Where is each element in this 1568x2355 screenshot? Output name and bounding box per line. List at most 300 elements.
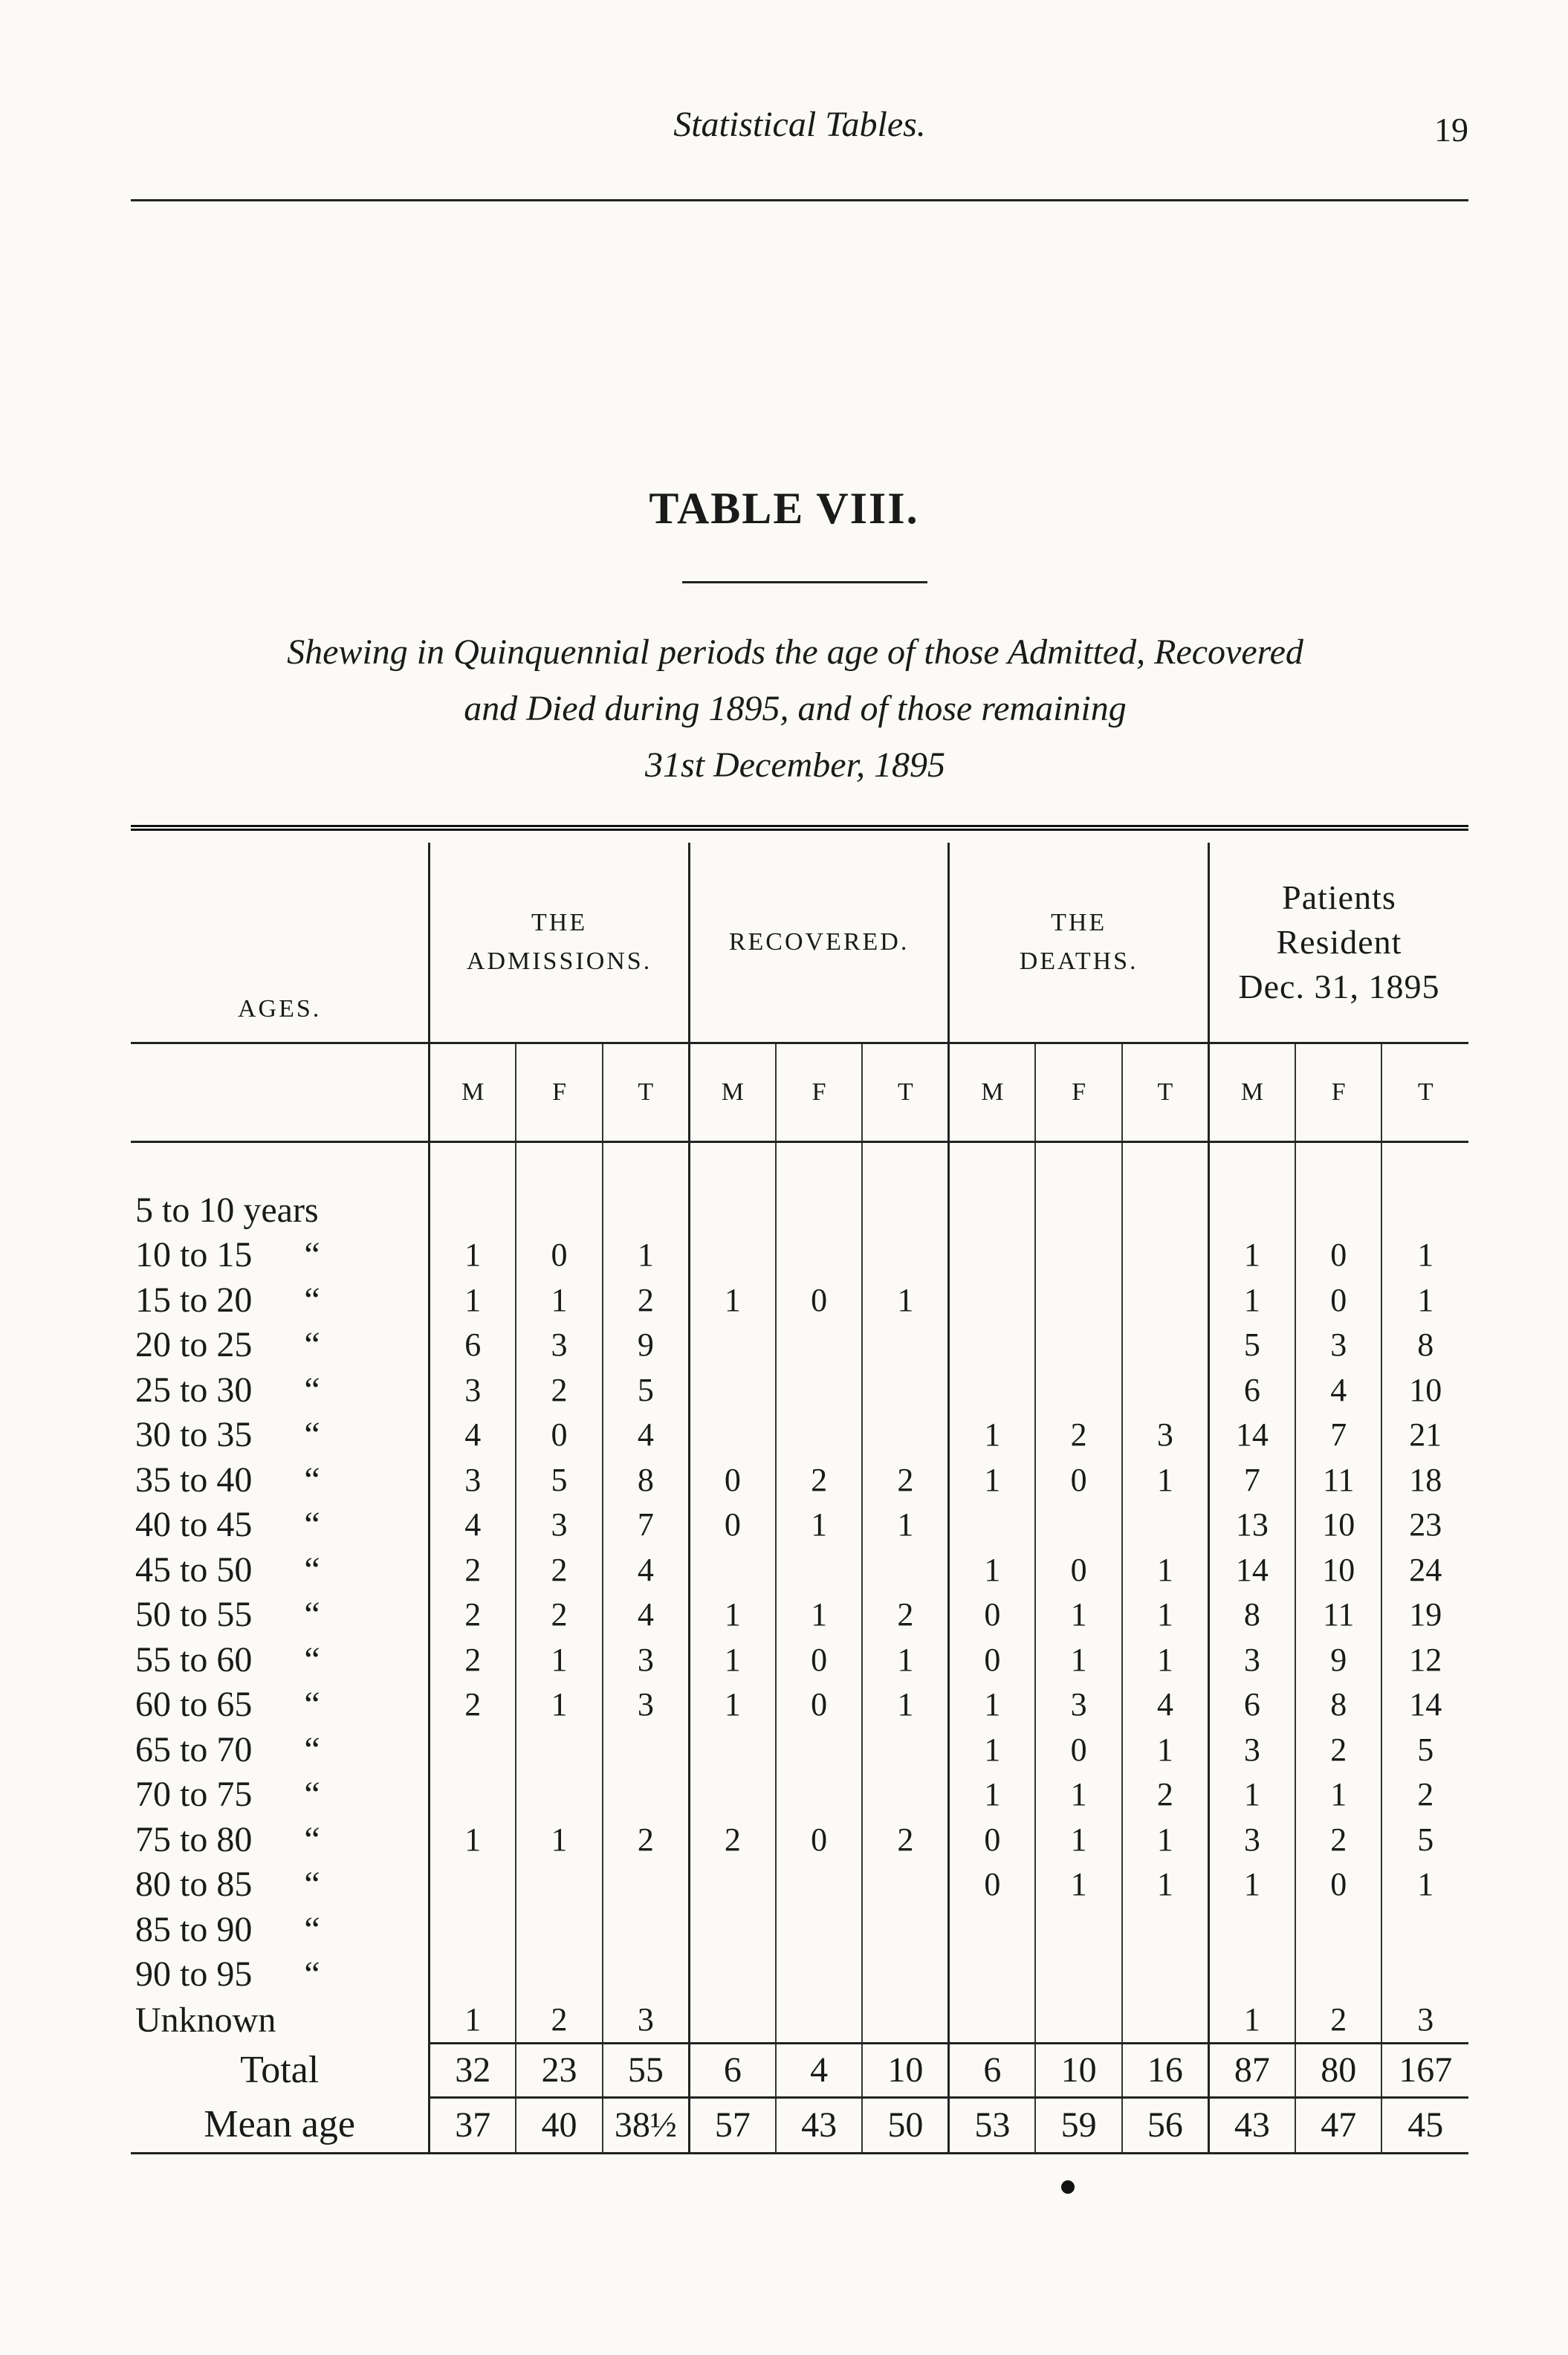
table-cell	[1035, 1188, 1122, 1233]
table-cell: 1	[776, 1503, 863, 1548]
table-cell	[949, 1323, 1036, 1368]
table-cell: 2	[516, 1547, 603, 1593]
page-number: 19	[1434, 111, 1468, 149]
table-cell: 1	[1381, 1233, 1468, 1278]
table-cell	[776, 1413, 863, 1458]
table-cell: 1	[1122, 1862, 1209, 1908]
age-range-cell: 75 to 80 “	[135, 1819, 320, 1859]
table-row	[131, 1547, 1468, 1593]
table-cell: 2	[516, 1593, 603, 1638]
table-row	[131, 1457, 1468, 1503]
table-cell	[430, 1862, 516, 1908]
age-range-cell: 25 to 30 “	[135, 1370, 320, 1410]
resident-f-header: F	[1295, 1043, 1382, 1142]
table-cell: 2	[516, 1997, 603, 2043]
table-cell	[603, 1188, 690, 1233]
age-range-cell: 10 to 15 “	[135, 1235, 320, 1275]
table-cell: 1	[1122, 1457, 1209, 1503]
table-cell: 1	[516, 1277, 603, 1323]
table-cell	[949, 1503, 1036, 1548]
table-cell	[776, 1233, 863, 1278]
admissions-header-line-1: THE	[531, 909, 588, 936]
resident-t-header: T	[1381, 1043, 1468, 1142]
running-title: Statistical Tables.	[673, 105, 926, 144]
total-cell: 4	[776, 2043, 863, 2097]
table-cell: 23	[1381, 1503, 1468, 1548]
table-cell	[1035, 1277, 1122, 1323]
table-cell: 3	[603, 1682, 690, 1728]
table-cell: 0	[776, 1277, 863, 1323]
resident-header	[1208, 843, 1468, 1043]
table-cell: 0	[689, 1503, 776, 1548]
table-cell	[1122, 1367, 1209, 1413]
table-cell	[1122, 1277, 1209, 1323]
admissions-t-header: T	[603, 1043, 690, 1142]
table-cell: 1	[430, 1277, 516, 1323]
table-cell: 3	[1208, 1817, 1295, 1862]
age-range-cell: 40 to 45 “	[135, 1505, 320, 1545]
total-cell: 167	[1381, 2043, 1468, 2097]
table-cell: 1	[603, 1233, 690, 1278]
table-row	[131, 1907, 1468, 1952]
deaths-header-line-2: DEATHS.	[1019, 947, 1138, 975]
table-cell: 1	[1035, 1593, 1122, 1638]
total-cell: 6	[689, 2043, 776, 2097]
subtitle-line-3: 31st December, 1895	[645, 745, 945, 785]
table-cell: 3	[603, 1997, 690, 2043]
age-range-label: 60 to 65	[135, 1685, 253, 1725]
table-cell: 1	[689, 1637, 776, 1682]
table-row	[131, 1503, 1468, 1548]
table-cell: 2	[1381, 1772, 1468, 1818]
table-cell: 5	[603, 1367, 690, 1413]
table-cell: 11	[1295, 1593, 1382, 1638]
table-cell: 10	[1381, 1367, 1468, 1413]
table-cell	[603, 1727, 690, 1772]
table-cell: 1	[949, 1727, 1036, 1772]
table-cell: 0	[949, 1817, 1036, 1862]
table-cell: 1	[1122, 1637, 1209, 1682]
table-cell: 6	[1208, 1367, 1295, 1413]
table-cell	[862, 1907, 949, 1952]
total-cell: 10	[862, 2043, 949, 2097]
table-cell: 0	[689, 1457, 776, 1503]
mean-age-cell: 53	[949, 2097, 1036, 2153]
table-cell: 5	[516, 1457, 603, 1503]
table-cell: 8	[1208, 1593, 1295, 1638]
age-range-cell: 70 to 75 “	[135, 1775, 320, 1815]
age-range-label: 15 to 20	[135, 1280, 253, 1320]
table-cell: 4	[603, 1593, 690, 1638]
table-cell	[516, 1862, 603, 1908]
table-cell	[1035, 1323, 1122, 1368]
header-rule	[131, 199, 1468, 201]
table-cell	[1208, 1907, 1295, 1952]
table-cell: 2	[603, 1277, 690, 1323]
age-range-label: 10 to 15	[135, 1235, 253, 1275]
table-cell	[949, 1188, 1036, 1233]
table-cell: 4	[430, 1413, 516, 1458]
mean-age-cell: 43	[1208, 2097, 1295, 2153]
table-cell: 0	[1295, 1277, 1382, 1323]
table-cell	[862, 1772, 949, 1818]
table-cell: 1	[862, 1682, 949, 1728]
age-range-label: 35 to 40	[135, 1460, 253, 1500]
table-cell	[516, 1188, 603, 1233]
age-range-cell: 50 to 55 “	[135, 1595, 320, 1635]
table-cell: 3	[430, 1367, 516, 1413]
age-range-label: 75 to 80	[135, 1819, 253, 1859]
table-cell	[689, 1188, 776, 1233]
resident-header-line-2: Resident	[1276, 923, 1402, 961]
age-range-label: 20 to 25	[135, 1325, 253, 1365]
table-cell: 14	[1208, 1413, 1295, 1458]
table-cell: 21	[1381, 1413, 1468, 1458]
table-cell	[949, 1907, 1036, 1952]
table-cell: 1	[1381, 1277, 1468, 1323]
table-cell: 1	[1122, 1593, 1209, 1638]
table-cell: 5	[1208, 1323, 1295, 1368]
table-cell: 3	[430, 1457, 516, 1503]
table-row	[131, 1367, 1468, 1413]
table-cell: 1	[430, 1233, 516, 1278]
age-range-cell	[131, 1188, 430, 1233]
table-cell	[776, 1952, 863, 1998]
table-cell: 10	[1295, 1503, 1382, 1548]
table-row	[131, 1233, 1468, 1278]
table-cell	[1035, 1503, 1122, 1548]
total-cell: 6	[949, 2043, 1036, 2097]
table-cell: 1	[516, 1682, 603, 1728]
age-range-cell: 65 to 70 “	[135, 1729, 320, 1769]
table-cell: 2	[862, 1593, 949, 1638]
age-range-label: 90 to 95	[135, 1954, 253, 1995]
recovered-t-header: T	[862, 1043, 949, 1142]
table-cell: 1	[949, 1547, 1036, 1593]
table-cell	[1208, 1188, 1295, 1233]
subheader-row	[131, 1043, 1468, 1142]
table-cell: 9	[1295, 1637, 1382, 1682]
table-cell: 2	[1122, 1772, 1209, 1818]
age-range-cell: 90 to 95 “	[135, 1954, 320, 1995]
table-cell: 1	[949, 1457, 1036, 1503]
table-cell	[1295, 1952, 1382, 1998]
age-range-cell	[131, 1997, 430, 2043]
mean-age-cell: 47	[1295, 2097, 1382, 2153]
table-cell	[862, 1727, 949, 1772]
table-cell: 14	[1208, 1547, 1295, 1593]
table-cell	[1122, 1503, 1209, 1548]
table-cell: 2	[1295, 1817, 1382, 1862]
table-cell	[862, 1233, 949, 1278]
table-row	[131, 1277, 1468, 1323]
table-cell	[862, 1997, 949, 2043]
mean-age-label: Mean age	[131, 2097, 430, 2153]
table-cell	[949, 1233, 1036, 1278]
age-range-label: 55 to 60	[135, 1639, 253, 1679]
mean-age-row	[131, 2097, 1468, 2153]
mean-age-cell: 56	[1122, 2097, 1209, 2153]
table-cell: 5	[1381, 1727, 1468, 1772]
table-cell	[1035, 1233, 1122, 1278]
table-cell	[1208, 1952, 1295, 1998]
table-cell	[1381, 1907, 1468, 1952]
table-row	[131, 1727, 1468, 1772]
table-cell	[1035, 1952, 1122, 1998]
table-cell	[1035, 1367, 1122, 1413]
table-cell: 8	[603, 1457, 690, 1503]
table-row	[131, 1413, 1468, 1458]
table-cell: 1	[1035, 1817, 1122, 1862]
mean-age-cell: 43	[776, 2097, 863, 2153]
table-cell: 1	[1208, 1997, 1295, 2043]
table-cell: 1	[1208, 1233, 1295, 1278]
age-range-label: 80 to 85	[135, 1865, 253, 1905]
age-range-cell: 55 to 60 “	[135, 1639, 320, 1679]
table-cell	[689, 1367, 776, 1413]
table-cell: 5	[1381, 1817, 1468, 1862]
table-cell: 0	[1295, 1862, 1382, 1908]
table-cell: 4	[603, 1413, 690, 1458]
table-cell: 2	[1295, 1997, 1382, 2043]
table-cell	[689, 1952, 776, 1998]
table-row	[131, 1593, 1468, 1638]
total-cell: 16	[1122, 2043, 1209, 2097]
age-range-label: 45 to 50	[135, 1549, 253, 1590]
age-range-cell: 15 to 20 “	[135, 1280, 320, 1320]
age-range-label: 25 to 30	[135, 1370, 253, 1410]
table-cell: 2	[430, 1593, 516, 1638]
table-cell	[1122, 1907, 1209, 1952]
table-cell	[1035, 1907, 1122, 1952]
table-cell: 3	[1035, 1682, 1122, 1728]
page-header	[131, 104, 1468, 156]
age-range-cell: 45 to 50 “	[135, 1549, 320, 1590]
table-cell	[430, 1188, 516, 1233]
table-cell	[862, 1413, 949, 1458]
table-cell	[689, 1997, 776, 2043]
table-row	[131, 1637, 1468, 1682]
table-cell	[516, 1772, 603, 1818]
table-cell: 2	[516, 1367, 603, 1413]
table-cell: 1	[1208, 1862, 1295, 1908]
table-cell	[516, 1727, 603, 1772]
admissions-header-line-2: ADMISSIONS.	[466, 947, 652, 975]
mean-age-cell: 50	[862, 2097, 949, 2153]
table-cell	[430, 1952, 516, 1998]
admissions-m-header: M	[430, 1043, 516, 1142]
table-cell	[603, 1862, 690, 1908]
total-cell: 10	[1035, 2043, 1122, 2097]
age-range-label: 85 to 90	[135, 1909, 253, 1949]
table-cell: 1	[689, 1593, 776, 1638]
table-cell: 0	[949, 1637, 1036, 1682]
total-row	[131, 2043, 1468, 2097]
table-cell	[776, 1907, 863, 1952]
table-cell: 10	[1295, 1547, 1382, 1593]
age-range-label: 65 to 70	[135, 1729, 253, 1769]
ink-speck	[1061, 2180, 1075, 2194]
table-cell: 0	[776, 1637, 863, 1682]
table-cell: 1	[689, 1277, 776, 1323]
table-cell	[1122, 1188, 1209, 1233]
table-body	[131, 1142, 1468, 2044]
table-cell: 1	[516, 1637, 603, 1682]
table-cell: 2	[430, 1682, 516, 1728]
table-cell: 0	[1035, 1727, 1122, 1772]
table-cell	[689, 1547, 776, 1593]
age-range-label: 40 to 45	[135, 1505, 253, 1545]
table-cell: 1	[689, 1682, 776, 1728]
table-cell: 1	[1035, 1862, 1122, 1908]
total-cell: 87	[1208, 2043, 1295, 2097]
table-cell: 9	[603, 1323, 690, 1368]
table-cell: 1	[1381, 1862, 1468, 1908]
table-cell: 0	[1035, 1457, 1122, 1503]
table-cell: 4	[603, 1547, 690, 1593]
table-cell: 1	[862, 1637, 949, 1682]
table-row	[131, 1952, 1468, 1998]
age-range-label: 5 to 10 years	[135, 1190, 319, 1230]
subtitle-line-2: and Died during 1895, and of those remaining	[464, 689, 1127, 728]
table-cell: 1	[516, 1817, 603, 1862]
table-cell: 1	[430, 1997, 516, 2043]
table-cell: 2	[603, 1817, 690, 1862]
mean-age-cell: 38½	[603, 2097, 690, 2153]
table-cell: 1	[949, 1772, 1036, 1818]
table-cell: 2	[862, 1457, 949, 1503]
age-range-cell: 85 to 90 “	[135, 1909, 320, 1949]
group-header-row	[131, 843, 1468, 1043]
table-cell	[862, 1952, 949, 1998]
table-cell: 13	[1208, 1503, 1295, 1548]
table-cell: 1	[1208, 1277, 1295, 1323]
table-cell: 4	[1295, 1367, 1382, 1413]
table-cell: 6	[1208, 1682, 1295, 1728]
table-cell	[430, 1907, 516, 1952]
table-cell	[862, 1367, 949, 1413]
table-cell: 2	[430, 1547, 516, 1593]
table-cell: 2	[776, 1457, 863, 1503]
table-cell: 4	[430, 1503, 516, 1548]
table-cell	[862, 1547, 949, 1593]
table-cell	[949, 1367, 1036, 1413]
admissions-header	[430, 843, 690, 1043]
age-range-label: 50 to 55	[135, 1595, 253, 1635]
admissions-f-header: F	[516, 1043, 603, 1142]
table-cell: 3	[603, 1637, 690, 1682]
resident-header-line-3: Dec. 31, 1895	[1238, 968, 1440, 1005]
table-cell: 0	[776, 1817, 863, 1862]
table-cell	[776, 1547, 863, 1593]
total-label: Total	[240, 2049, 320, 2091]
table-cell	[949, 1997, 1036, 2043]
table-cell	[1295, 1188, 1382, 1233]
table-cell	[949, 1952, 1036, 1998]
deaths-m-header: M	[949, 1043, 1036, 1142]
table-cell	[776, 1772, 863, 1818]
table-row	[131, 1817, 1468, 1862]
table-cell	[1035, 1997, 1122, 2043]
table-cell: 1	[949, 1413, 1036, 1458]
total-cell: 55	[603, 2043, 690, 2097]
table-cell: 2	[862, 1817, 949, 1862]
table-cell: 3	[1381, 1997, 1468, 2043]
age-range-label: 70 to 75	[135, 1775, 253, 1815]
recovered-f-header: F	[776, 1043, 863, 1142]
ages-header: AGES.	[237, 995, 322, 1023]
table-cell: 8	[1295, 1682, 1382, 1728]
table-cell: 1	[862, 1277, 949, 1323]
table-cell: 1	[1122, 1817, 1209, 1862]
table-cell: 2	[689, 1817, 776, 1862]
table-row	[131, 1188, 1468, 1233]
table-subtitle	[119, 624, 1471, 794]
table-cell	[430, 1772, 516, 1818]
spacer-row	[131, 1142, 1468, 1188]
table-cell	[1381, 1952, 1468, 1998]
age-range-cell: 20 to 25 “	[135, 1325, 320, 1365]
table-row	[131, 1682, 1468, 1728]
table-cell	[1381, 1188, 1468, 1233]
ages-subheader-blank	[131, 1043, 430, 1142]
table-cell	[776, 1367, 863, 1413]
age-range-cell: 30 to 35 “	[135, 1415, 320, 1455]
table-cell: 1	[1208, 1772, 1295, 1818]
table-cell: 2	[1035, 1413, 1122, 1458]
age-range-cell: 60 to 65 “	[135, 1685, 320, 1725]
table-cell	[776, 1997, 863, 2043]
table-cell: 4	[1122, 1682, 1209, 1728]
table-cell: 0	[949, 1593, 1036, 1638]
resident-m-header: M	[1208, 1043, 1295, 1142]
table-cell	[862, 1323, 949, 1368]
table-cell	[1122, 1323, 1209, 1368]
table-cell: 3	[1208, 1637, 1295, 1682]
table-title: TABLE VIII.	[649, 484, 919, 533]
table-cell: 3	[516, 1323, 603, 1368]
table-cell: 1	[1035, 1772, 1122, 1818]
deaths-header	[949, 843, 1209, 1043]
table-cell	[949, 1277, 1036, 1323]
table-cell: 1	[1122, 1727, 1209, 1772]
table-cell	[516, 1952, 603, 1998]
table-cell: 0	[516, 1413, 603, 1458]
title-rule	[682, 581, 927, 583]
table-cell	[603, 1907, 690, 1952]
table-cell	[689, 1862, 776, 1908]
table-cell: 2	[1295, 1727, 1382, 1772]
table-cell: 3	[516, 1503, 603, 1548]
table-cell	[689, 1233, 776, 1278]
table-cell	[689, 1727, 776, 1772]
total-cell: 32	[430, 2043, 516, 2097]
table-cell: 0	[1295, 1233, 1382, 1278]
table-cell	[776, 1323, 863, 1368]
table-row	[131, 1997, 1468, 2043]
total-cell: 23	[516, 2043, 603, 2097]
table-cell	[1122, 1997, 1209, 2043]
table-cell: 12	[1381, 1637, 1468, 1682]
table-cell: 0	[949, 1862, 1036, 1908]
table-cell: 7	[603, 1503, 690, 1548]
table-cell: 1	[1295, 1772, 1382, 1818]
table-cell	[776, 1727, 863, 1772]
subtitle-line-1: Shewing in Quinquennial periods the age of those Admitted, Recovered	[287, 632, 1303, 672]
table-cell: 1	[949, 1682, 1036, 1728]
table-cell	[689, 1772, 776, 1818]
mean-age-cell: 45	[1381, 2097, 1468, 2153]
